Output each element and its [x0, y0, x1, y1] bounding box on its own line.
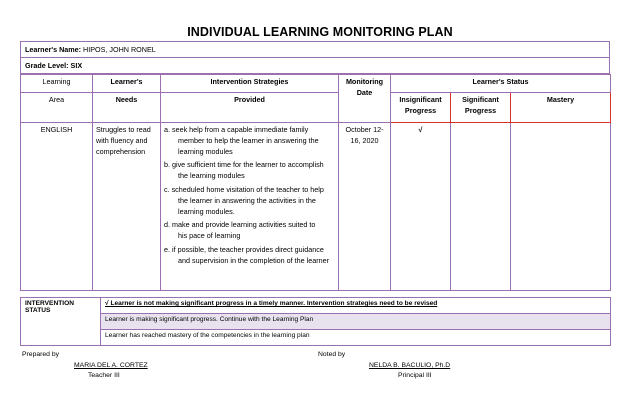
header-intervention: Intervention Strategies: [161, 75, 339, 93]
status-option-mastery: Learner has reached mastery of the competencies in the learning plan: [101, 330, 611, 346]
grade-level-value: SIX: [70, 61, 83, 70]
teacher-role: Teacher III: [88, 372, 120, 379]
teacher-name: MARIA DEL A. CORTEZ: [74, 362, 148, 369]
cell-needs: Struggles to read with fluency and comprehension: [93, 123, 161, 291]
intervention-status-table: [20, 297, 611, 346]
intervention-status-label: INTERVENTION STATUS: [21, 298, 101, 346]
header-mastery: Mastery: [511, 93, 611, 123]
cell-insignificant-check: √: [391, 123, 451, 291]
cell-significant: [451, 123, 511, 291]
cell-area: ENGLISH: [21, 123, 93, 291]
status-option-continue: Learner is making significant progress. Continue with the Learning Plan: [101, 314, 611, 330]
monitoring-table: [20, 74, 611, 291]
page-title: INDIVIDUAL LEARNING MONITORING PLAN: [187, 25, 453, 39]
grade-level-label: Grade Level:: [25, 61, 69, 70]
grade-level-row: [20, 58, 610, 74]
strategy-item: a. seek help from a capable immediate family member to help the learner in answering the learning modules: [164, 125, 319, 156]
header-monitoring-date: Monitoring Date: [339, 75, 391, 123]
strategy-item: e. if possible, the teacher provides direct guidance and supervision in the completion of the learner: [164, 244, 330, 265]
cell-strategies: [161, 123, 339, 291]
cell-mastery: [511, 123, 611, 291]
strategy-item: d. make and provide learning activities suited to his pace of learning: [164, 220, 316, 241]
cell-date: October 12-16, 2020: [339, 123, 391, 291]
strategy-item: b. give sufficient time for the learner to accomplish the learning modules: [164, 160, 324, 181]
header-learners-status: Learner's Status: [391, 75, 611, 93]
strategy-item: c. scheduled home visitation of the teacher to help the learner in answering the activities in the learning modules.: [164, 184, 324, 216]
header-area: Area: [21, 93, 93, 123]
header-learners: Learner's: [93, 75, 161, 93]
header-significant: Significant Progress: [451, 93, 511, 123]
header-provided: Provided: [161, 93, 339, 123]
learner-name-row: [20, 41, 610, 58]
learner-name-label: Learner's Name:: [25, 45, 82, 54]
noted-by-label: Noted by: [318, 351, 346, 358]
header-learning: Learning: [21, 75, 93, 93]
prepared-by-label: Prepared by: [22, 351, 60, 358]
header-needs: Needs: [93, 93, 161, 123]
header-insignificant: Insignificant Progress: [391, 93, 451, 123]
learner-name-value: HIPOS, JOHN RONEL: [83, 45, 156, 54]
status-option-revise: √ Learner is not making significant progress in a timely manner. Intervention strategies need to be revised: [101, 298, 611, 314]
principal-name: NELDA B. BACULIO, Ph.D: [369, 362, 451, 369]
principal-role: Principal III: [398, 372, 432, 379]
